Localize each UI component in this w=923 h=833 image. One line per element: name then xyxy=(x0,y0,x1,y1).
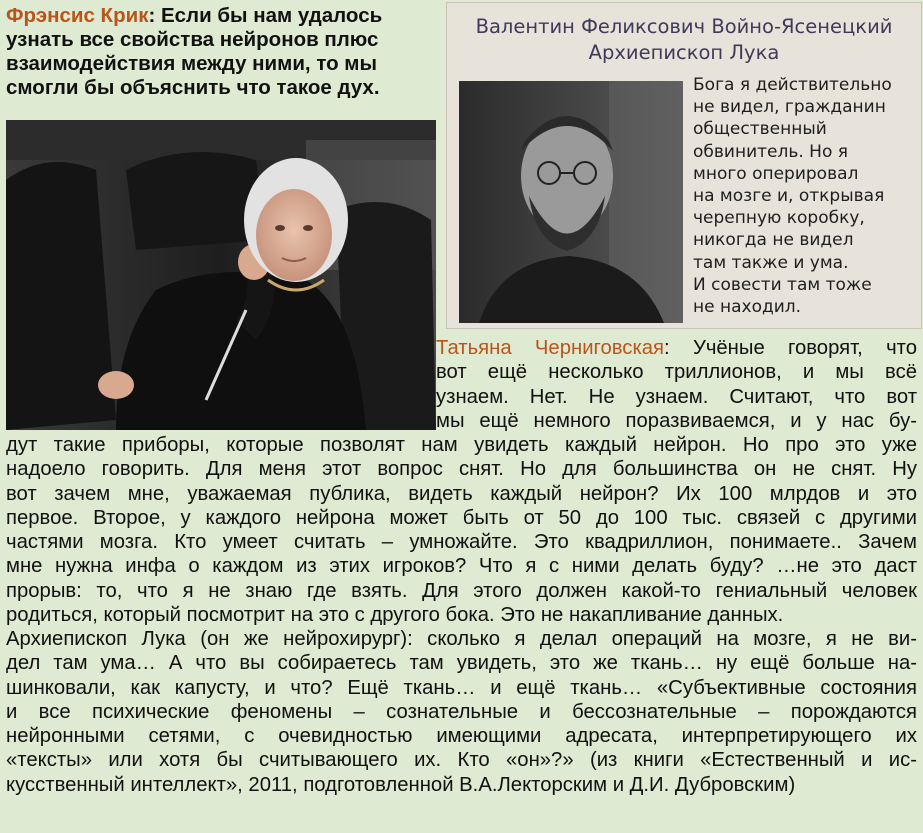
chernigovskaya-name: Татьяна Черниговская xyxy=(436,337,665,359)
main-line: вот ещё несколько триллионов, и мы всё xyxy=(436,361,917,384)
luka-quote-line: на мозге и, открывая xyxy=(693,186,885,207)
luka-title-rank: Архиепископ Лука xyxy=(588,41,780,64)
luka-quote-line: черепную коробку, xyxy=(693,208,865,229)
main-line: первое. Второе, у каждого нейрона может быть от 50 до 100 тыс. связей с другими xyxy=(6,506,917,529)
main-line-part: : Учёные говорят, что xyxy=(664,337,917,359)
crick-quote-line: : Если бы нам удалось xyxy=(148,4,383,27)
luka-quote-line: Бога я действительно xyxy=(693,75,892,95)
main-line: и все психические феномены – сознательные и бессознательные – порождаются xyxy=(6,700,917,723)
luka-panel xyxy=(446,2,922,329)
main-line: частями мозга. Кто умеет считать – умножайте. Это квадриллион, понимаете.. Зачем xyxy=(6,531,917,553)
crick-quote-line: смогли бы объяснить что такое дух. xyxy=(6,76,380,99)
main-line: Архиепископ Лука (он же нейрохирург): сколько я делал операций на мозге, я не ви- xyxy=(6,628,917,650)
luka-photo xyxy=(459,81,683,323)
main-first-line xyxy=(436,336,917,360)
main-line: дел там ума… А что вы собираетесь там увидеть, это же ткань… ну ещё больше на- xyxy=(6,652,917,675)
luka-title-name: Валентин Феликсович Войно-Ясенецкий xyxy=(475,15,893,38)
luka-quote-line: И совести там тоже xyxy=(693,274,872,295)
main-line: дут такие приборы, которые позволят нам увидеть каждый нейрон. Но про это уже xyxy=(6,434,917,456)
main-line: вот зачем мне, уважаемая публика, видеть каждый нейрон? Их 100 млрдов и это xyxy=(6,482,917,505)
luka-quote-line: никогда не видел xyxy=(693,230,854,251)
luka-quote xyxy=(693,74,921,318)
luka-quote-line: не находил. xyxy=(693,297,802,318)
crick-quote-line: узнать все свойства нейронов плюс xyxy=(6,28,379,51)
main-line: мне нужна инфа о каждом из этих игроков? Что я с ними делать буду? …не это даст xyxy=(6,555,917,578)
main-line: прорыв: то, что я не знаю где взять. Для этого должен какой-то гениальный человек xyxy=(6,579,917,602)
luka-quote-line: много оперировал xyxy=(693,163,859,184)
luka-quote-line: не видел, гражданин xyxy=(693,97,886,118)
main-line: кусственный интеллект», 2011, подготовленной В.А.Лекторским и Д.И. Дубровским) xyxy=(6,773,796,796)
main-line: нейронными сетями, с очевидностью имеющими адресата, интерпретирующего их xyxy=(6,725,917,747)
main-line: родиться, который посмотрит на это с другого бока. Это не накапливание данных. xyxy=(6,603,784,626)
main-line: «тексты» или хотя бы считывающего их. Кто «он»?» (из книги «Естественный и ис- xyxy=(6,749,917,772)
crick-quote xyxy=(6,4,431,100)
crick-quote-line: взаимодействия между ними, то мы xyxy=(6,52,377,75)
luka-quote-line: обвинитель. Но я xyxy=(693,141,848,162)
main-line: надоело говорить. Для меня этот вопрос снят. Но для большинства он не снят. Ну xyxy=(6,458,917,481)
main-line: мы ещё немного поразвиваемся, и у нас бу- xyxy=(436,409,917,432)
crick-name: Фрэнсис Крик xyxy=(6,4,149,27)
main-article-text xyxy=(6,336,917,797)
luka-quote-line: там также и ума. xyxy=(693,252,849,273)
main-line: шинковали, как капусту, и что? Ещё ткань… и ещё ткань… «Субъективные состояния xyxy=(6,676,917,699)
luka-quote-line: общественный xyxy=(693,119,827,140)
main-line: узнаем. Нет. Не узнаем. Считают, что вот xyxy=(436,385,917,408)
